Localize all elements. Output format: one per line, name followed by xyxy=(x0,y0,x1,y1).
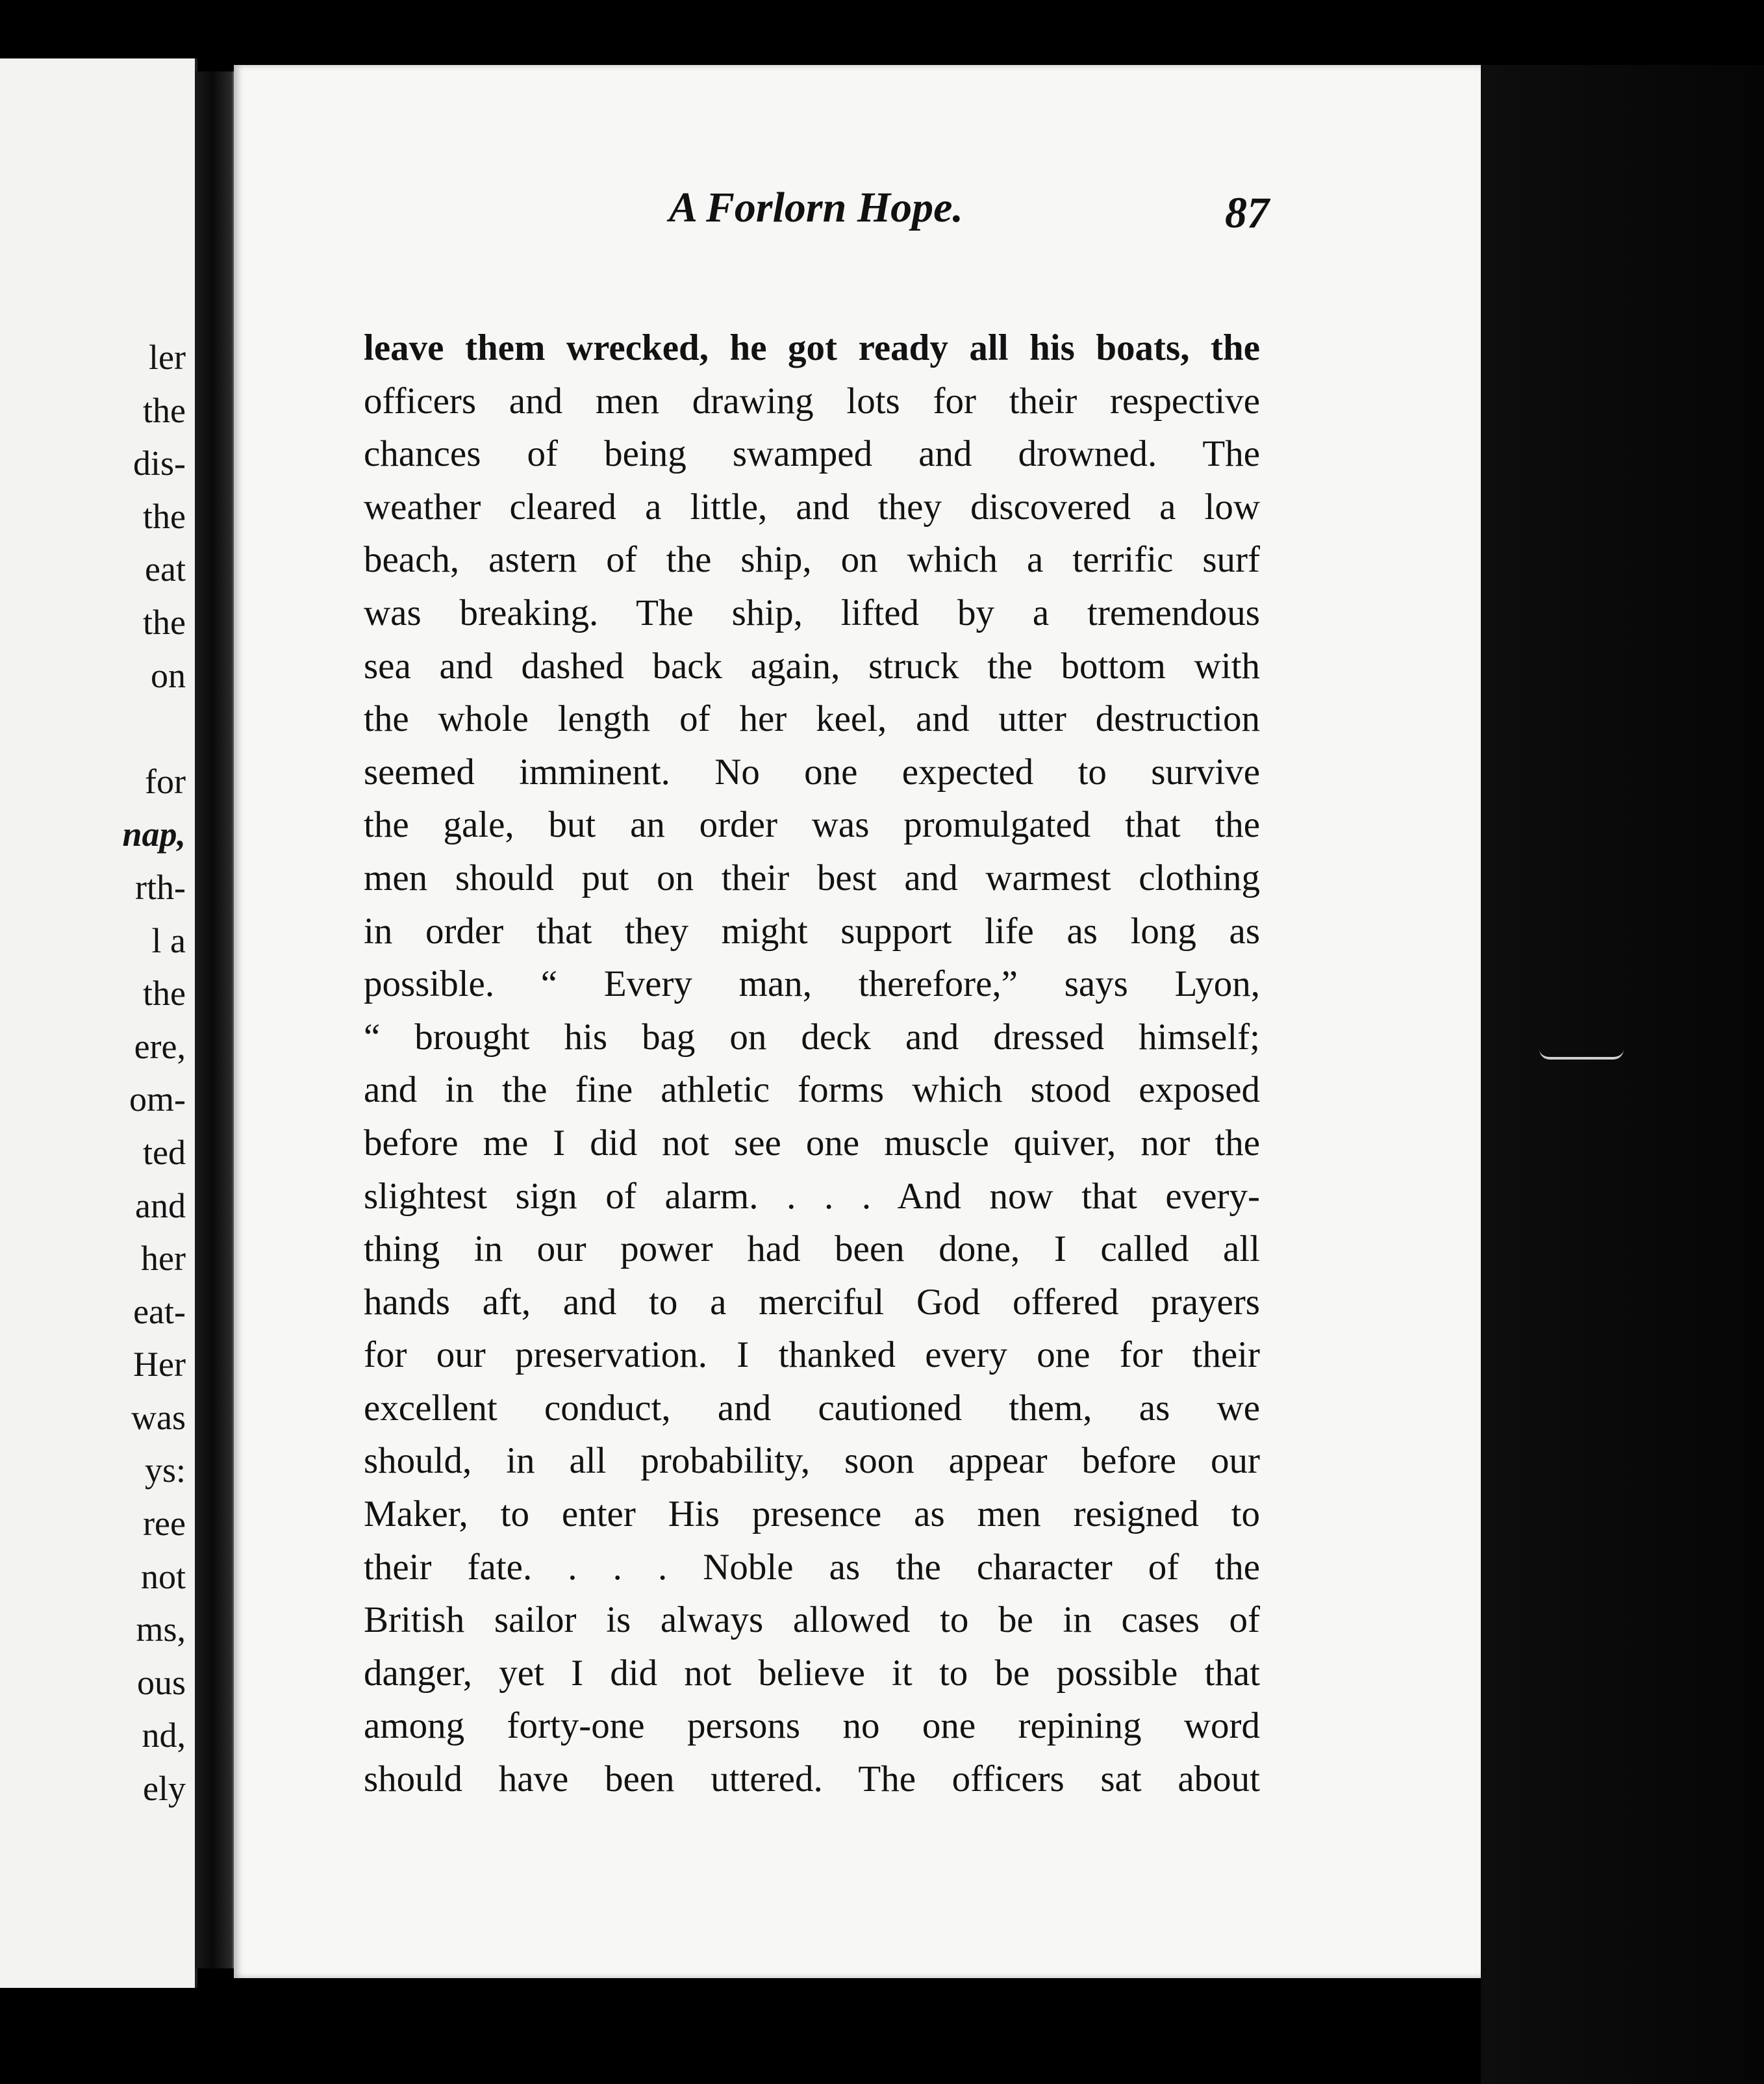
text-line: before me I did not see one muscle quiver, nor the xyxy=(364,1122,1260,1163)
facing-line: nap, xyxy=(122,815,186,854)
text-line: weather cleared a little, and they discovered a low xyxy=(364,486,1260,527)
text-line: chances of being swamped and drowned. The xyxy=(364,433,1260,475)
text-line: sea and dashed back again, struck the bottom with xyxy=(364,645,1260,687)
facing-line: the xyxy=(143,496,186,536)
facing-line: ree xyxy=(143,1504,186,1544)
facing-line: dis- xyxy=(133,444,186,483)
facing-line xyxy=(122,702,186,756)
page-number: 87 xyxy=(1225,188,1269,237)
facing-line: l a xyxy=(151,921,186,960)
facing-line: ted xyxy=(143,1132,186,1172)
text-line: leave them wrecked, he got ready all his boats, the xyxy=(364,327,1260,368)
facing-line: her xyxy=(141,1239,186,1278)
text-line: possible. “ Every man, therefore,” says Lyon, xyxy=(364,963,1260,1005)
text-line: among forty-one persons no one repining word xyxy=(364,1705,1260,1747)
text-line: seemed imminent. No one expected to survive xyxy=(364,751,1260,793)
text-line: their fate. . . . Noble as the character of the xyxy=(364,1546,1260,1588)
text-line: in order that they might support life as long as xyxy=(364,910,1260,952)
text-line: thing in our power had been done, I called all xyxy=(364,1228,1260,1270)
text-line: should, in all probability, soon appear before our xyxy=(364,1440,1260,1482)
text-line: British sailor is always allowed to be in cases of xyxy=(364,1599,1260,1641)
facing-line: ys: xyxy=(144,1451,186,1490)
facing-page-left xyxy=(0,58,197,1988)
facing-line: eat- xyxy=(133,1291,186,1331)
facing-line: the xyxy=(143,390,186,430)
facing-line: Her xyxy=(133,1345,186,1384)
facing-line: on xyxy=(151,655,186,695)
facing-line: and xyxy=(135,1186,186,1225)
facing-line: not xyxy=(140,1557,186,1596)
text-line: beach, astern of the ship, on which a terrific surf xyxy=(364,539,1260,581)
facing-line: ely xyxy=(143,1769,186,1809)
facing-line: eat xyxy=(145,550,186,589)
text-line: “ brought his bag on deck and dressed himself; xyxy=(364,1016,1260,1058)
text-line: officers and men drawing lots for their respective xyxy=(364,380,1260,422)
facing-line: for xyxy=(145,761,186,801)
facing-line: ous xyxy=(136,1662,186,1702)
text-line: the gale, but an order was promulgated that the xyxy=(364,804,1260,846)
facing-page-text xyxy=(122,331,186,1816)
facing-line: the xyxy=(143,602,186,642)
text-line: slightest sign of alarm. . . . And now that every- xyxy=(364,1175,1260,1217)
facing-line: nd, xyxy=(142,1716,186,1755)
facing-line: ms, xyxy=(136,1610,186,1649)
facing-line: rth- xyxy=(135,867,186,907)
facing-line: the xyxy=(143,974,186,1013)
scan-artifact-mark xyxy=(1539,1049,1624,1060)
text-line: was breaking. The ship, lifted by a tremendous xyxy=(364,592,1260,633)
facing-line: om- xyxy=(129,1080,186,1119)
text-line: and in the fine athletic forms which stood exposed xyxy=(364,1069,1260,1111)
running-head: A Forlorn Hope. xyxy=(669,184,963,231)
facing-line: ere, xyxy=(134,1026,186,1066)
text-line: excellent conduct, and cautioned them, as we xyxy=(364,1387,1260,1429)
text-line: for our preservation. I thanked every one for their xyxy=(364,1334,1260,1376)
scan-background-edge xyxy=(1481,65,1764,2084)
facing-line: was xyxy=(131,1397,186,1437)
text-line: should have been uttered. The officers sat about xyxy=(364,1759,1260,1800)
text-line: men should put on their best and warmest clothing xyxy=(364,857,1260,898)
text-line: Maker, to enter His presence as men resigned to xyxy=(364,1493,1260,1535)
text-line: hands aft, and to a merciful God offered prayers xyxy=(364,1281,1260,1323)
text-line: the whole length of her keel, and utter destruction xyxy=(364,698,1260,740)
text-line: danger, yet I did not believe it to be possible that xyxy=(364,1652,1260,1694)
body-text xyxy=(364,322,1260,1806)
facing-line: ler xyxy=(149,338,186,377)
